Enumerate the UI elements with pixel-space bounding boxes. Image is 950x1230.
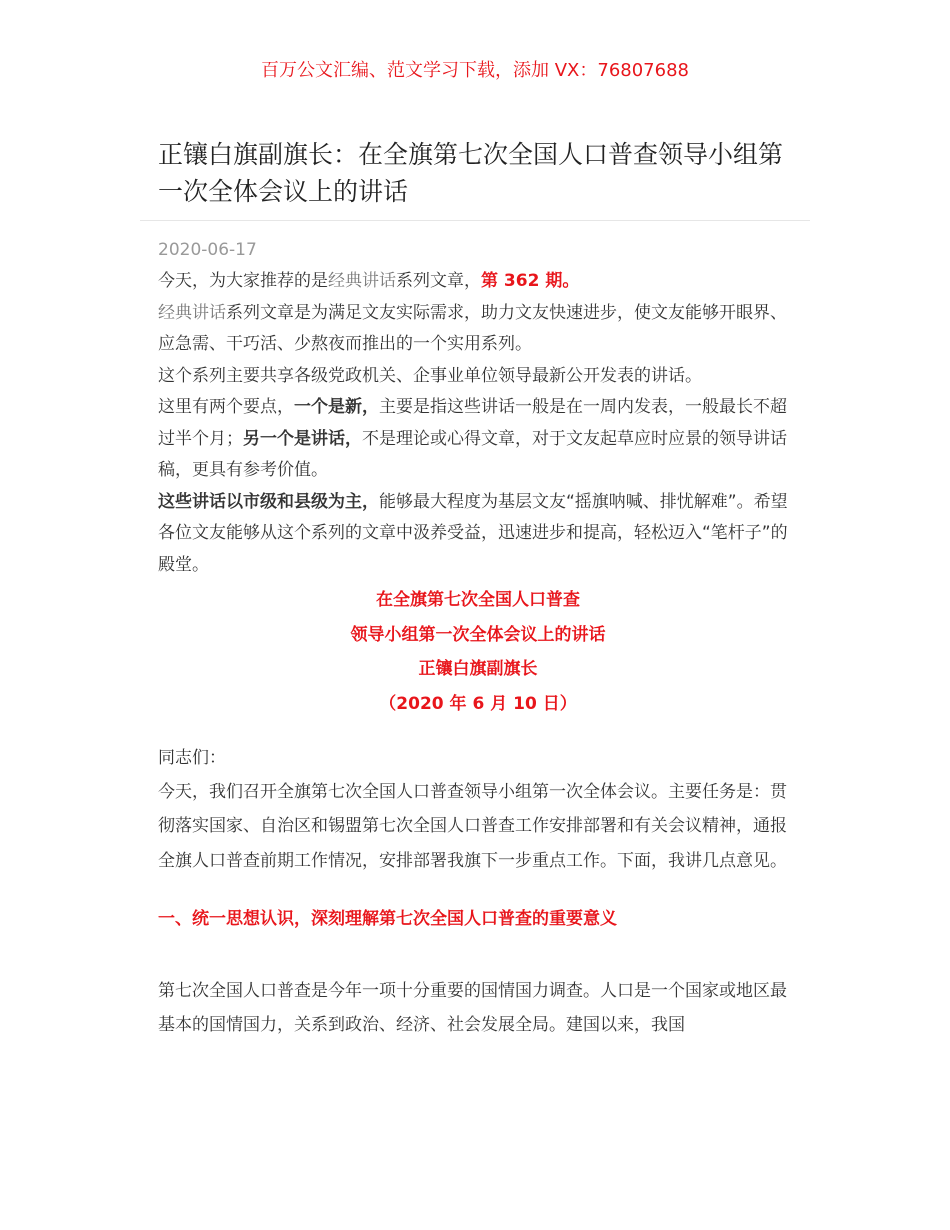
intro-paragraph-3: 这个系列主要共享各级党政机关、企事业单位领导最新公开发表的讲话。 bbox=[158, 365, 702, 386]
intro-text: 系列文章是为满足文友实际需求，助力文友快速进步，使文友能够开眼界、应急需、干巧活、少熬夜而推出的一个实用系列。 bbox=[158, 302, 787, 354]
issue-number: 第 362 期。 bbox=[481, 271, 580, 291]
series-name: 经典讲话 bbox=[158, 302, 226, 323]
publish-date: 2020-06-17 bbox=[158, 240, 257, 260]
speech-date: （2020 年 6 月 10 日） bbox=[379, 693, 577, 714]
speech-heading bbox=[158, 583, 798, 721]
speech-greeting: 同志们： bbox=[158, 748, 226, 768]
series-name: 经典讲话 bbox=[328, 271, 396, 291]
speech-title-line-1: 在全旗第七次全国人口普查 bbox=[376, 590, 580, 610]
intro-text: 不是理论或心得文章，对于文友起草应时应景的领导讲话稿，更具有参考价值。 bbox=[158, 428, 787, 480]
intro-paragraph-5 bbox=[158, 487, 798, 582]
intro-text: 这里有两个要点， bbox=[158, 397, 294, 417]
speech-speaker: 正镶白旗副旗长 bbox=[418, 659, 538, 679]
intro-text: 今天，为大家推荐的是 bbox=[158, 271, 328, 291]
intro-text: 主要是指这些讲话一般是在一周内发表，一般最长不超过半个月； bbox=[158, 397, 787, 449]
section-1-paragraph: 第七次全国人口普查是今年一项十分重要的国情国力调查。人口是一个国家或地区最基本的国情国力，关系到政治、经济、社会发展全局。建国以来，我国 bbox=[158, 980, 787, 1035]
bold-point: 这些讲话以市级和县级为主， bbox=[158, 491, 379, 512]
intro-paragraph-2 bbox=[158, 298, 798, 361]
speech-opening: 今天，我们召开全旗第七次全国人口普查领导小组第一次全体会议。主要任务是：贯彻落实国家、自治区和锡盟第七次全国人口普查工作安排部署和有关会议精神，通报全旗人口普查前期工作情况，安排部署我旗下一步重点工作。下面，我讲几点意见。 bbox=[158, 781, 787, 871]
intro-text: 能够最大程度为基层文友“摇旗呐喊、排忧解难”。希望各位文友能够从这个系列的文章中汲养受益，迅速进步和提高，轻松迈入“笔杆子”的殿堂。 bbox=[158, 491, 788, 575]
section-heading-1: 一、统一思想认识，深刻理解第七次全国人口普查的重要意义 bbox=[158, 909, 617, 929]
intro-paragraph-1 bbox=[158, 266, 798, 298]
intro-text: 系列文章， bbox=[396, 271, 481, 291]
article-body bbox=[158, 266, 798, 1042]
promo-banner: 百万公文汇编、范文学习下载，添加 VX：76807688 bbox=[261, 60, 689, 81]
title-divider bbox=[140, 220, 810, 221]
bold-point: 一个是新， bbox=[294, 397, 379, 417]
intro-paragraph-4 bbox=[158, 392, 798, 487]
article-title: 正镶白旗副旗长：在全旗第七次全国人口普查领导小组第一次全体会议上的讲话 bbox=[158, 140, 784, 206]
speech-title-line-2: 领导小组第一次全体会议上的讲话 bbox=[350, 624, 606, 645]
bold-point: 另一个是讲话， bbox=[243, 428, 362, 449]
